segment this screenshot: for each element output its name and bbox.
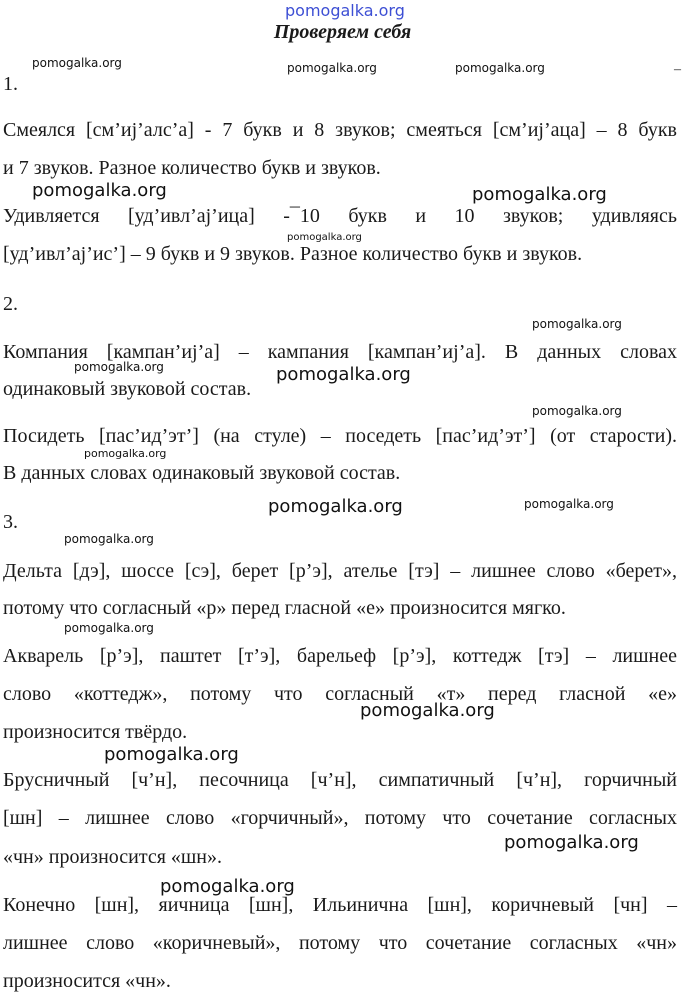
watermark: pomogalka.org (455, 61, 545, 75)
section1-line: Смеялся [см’иј’алс’а] - 7 букв и 8 звуков; смеяться [см’иј’аца] – 8 букв (3, 119, 677, 141)
watermark: pomogalka.org (104, 744, 239, 765)
section1-line: Удивляется [уд’ивл’ај’ица] -¯10 букв и 10 звуков; удивляясь (3, 205, 677, 227)
section3-line: «чн» произносится «шн». (3, 846, 223, 868)
watermark: pomogalka.org (524, 497, 614, 511)
section1-line: [уд’ивл’ај’ис’] – 9 букв и 9 звуков. Разное количество букв и звуков. (3, 243, 583, 265)
watermark: pomogalka.org (84, 447, 167, 460)
section2-line: Компания [кампан’иј’а] – кампания [кампан’иј’а]. В данных словах (3, 341, 677, 363)
section3-line: [шн] – лишнее слово «горчичный», потому что сочетание согласных (3, 807, 677, 829)
section-number-3: 3. (3, 511, 18, 533)
section2-line: В данных словах одинаковый звуковой состав. (3, 462, 401, 484)
watermark: pomogalka.org (287, 61, 377, 75)
section3-line: произносится «чн». (3, 970, 171, 992)
watermark: pomogalka.org (360, 700, 495, 721)
section3-line: потому что согласный «р» перед гласной «е» произносится мягко. (3, 597, 566, 619)
watermark: pomogalka.org (532, 404, 622, 418)
watermark: pomogalka.org (64, 532, 154, 546)
watermark: pomogalka.org (32, 56, 122, 70)
watermark: pomogalka.org (160, 876, 295, 897)
watermark: pomogalka.org (74, 360, 164, 374)
watermark: pomogalka.org (504, 832, 639, 853)
section3-line: Брусничный [ч’н], песочница [ч’н], симпатичный [ч’н], горчичный (3, 769, 677, 791)
watermark: pomogalka.org (532, 317, 622, 331)
section3-line: лишнее слово «коричневый», потому что сочетание согласных «чн» (3, 932, 677, 954)
section3-line: Конечно [шн], яичница [шн], Ильинична [шн], коричневый [чн] – (3, 894, 677, 916)
watermark: pomogalka.org (268, 496, 403, 517)
watermark: pomogalka.org (64, 621, 154, 635)
section2-line: Посидеть [пас’ид’эт’] (на стуле) – поседеть [пас’ид’эт’] (от старости). (3, 425, 677, 447)
section3-line: Акварель [р’э], паштет [т’э], барельеф [р’э], коттедж [тэ] – лишнее (3, 645, 677, 667)
watermark: pomogalka.org (287, 232, 362, 243)
watermark: pomogalka.org (472, 184, 607, 205)
edge-mark: – (674, 62, 681, 77)
watermark: pomogalka.org (32, 180, 167, 201)
section3-line: произносится твёрдо. (3, 721, 188, 743)
section2-line: одинаковый звуковой состав. (3, 378, 252, 400)
section3-line: Дельта [дэ], шоссе [сэ], берет [р’э], ателье [тэ] – лишнее слово «берет», (3, 560, 677, 582)
watermark: pomogalka.org (276, 364, 411, 385)
page-title: Проверяем себя (273, 21, 412, 43)
section-number-1: 1. (3, 73, 18, 95)
site-header-watermark: pomogalka.org (285, 1, 405, 20)
section1-line: и 7 звуков. Разное количество букв и звуков. (3, 157, 381, 179)
section-number-2: 2. (3, 293, 18, 315)
section3-line: слово «коттедж», потому что согласный «т» перед гласной «е» (3, 683, 677, 705)
